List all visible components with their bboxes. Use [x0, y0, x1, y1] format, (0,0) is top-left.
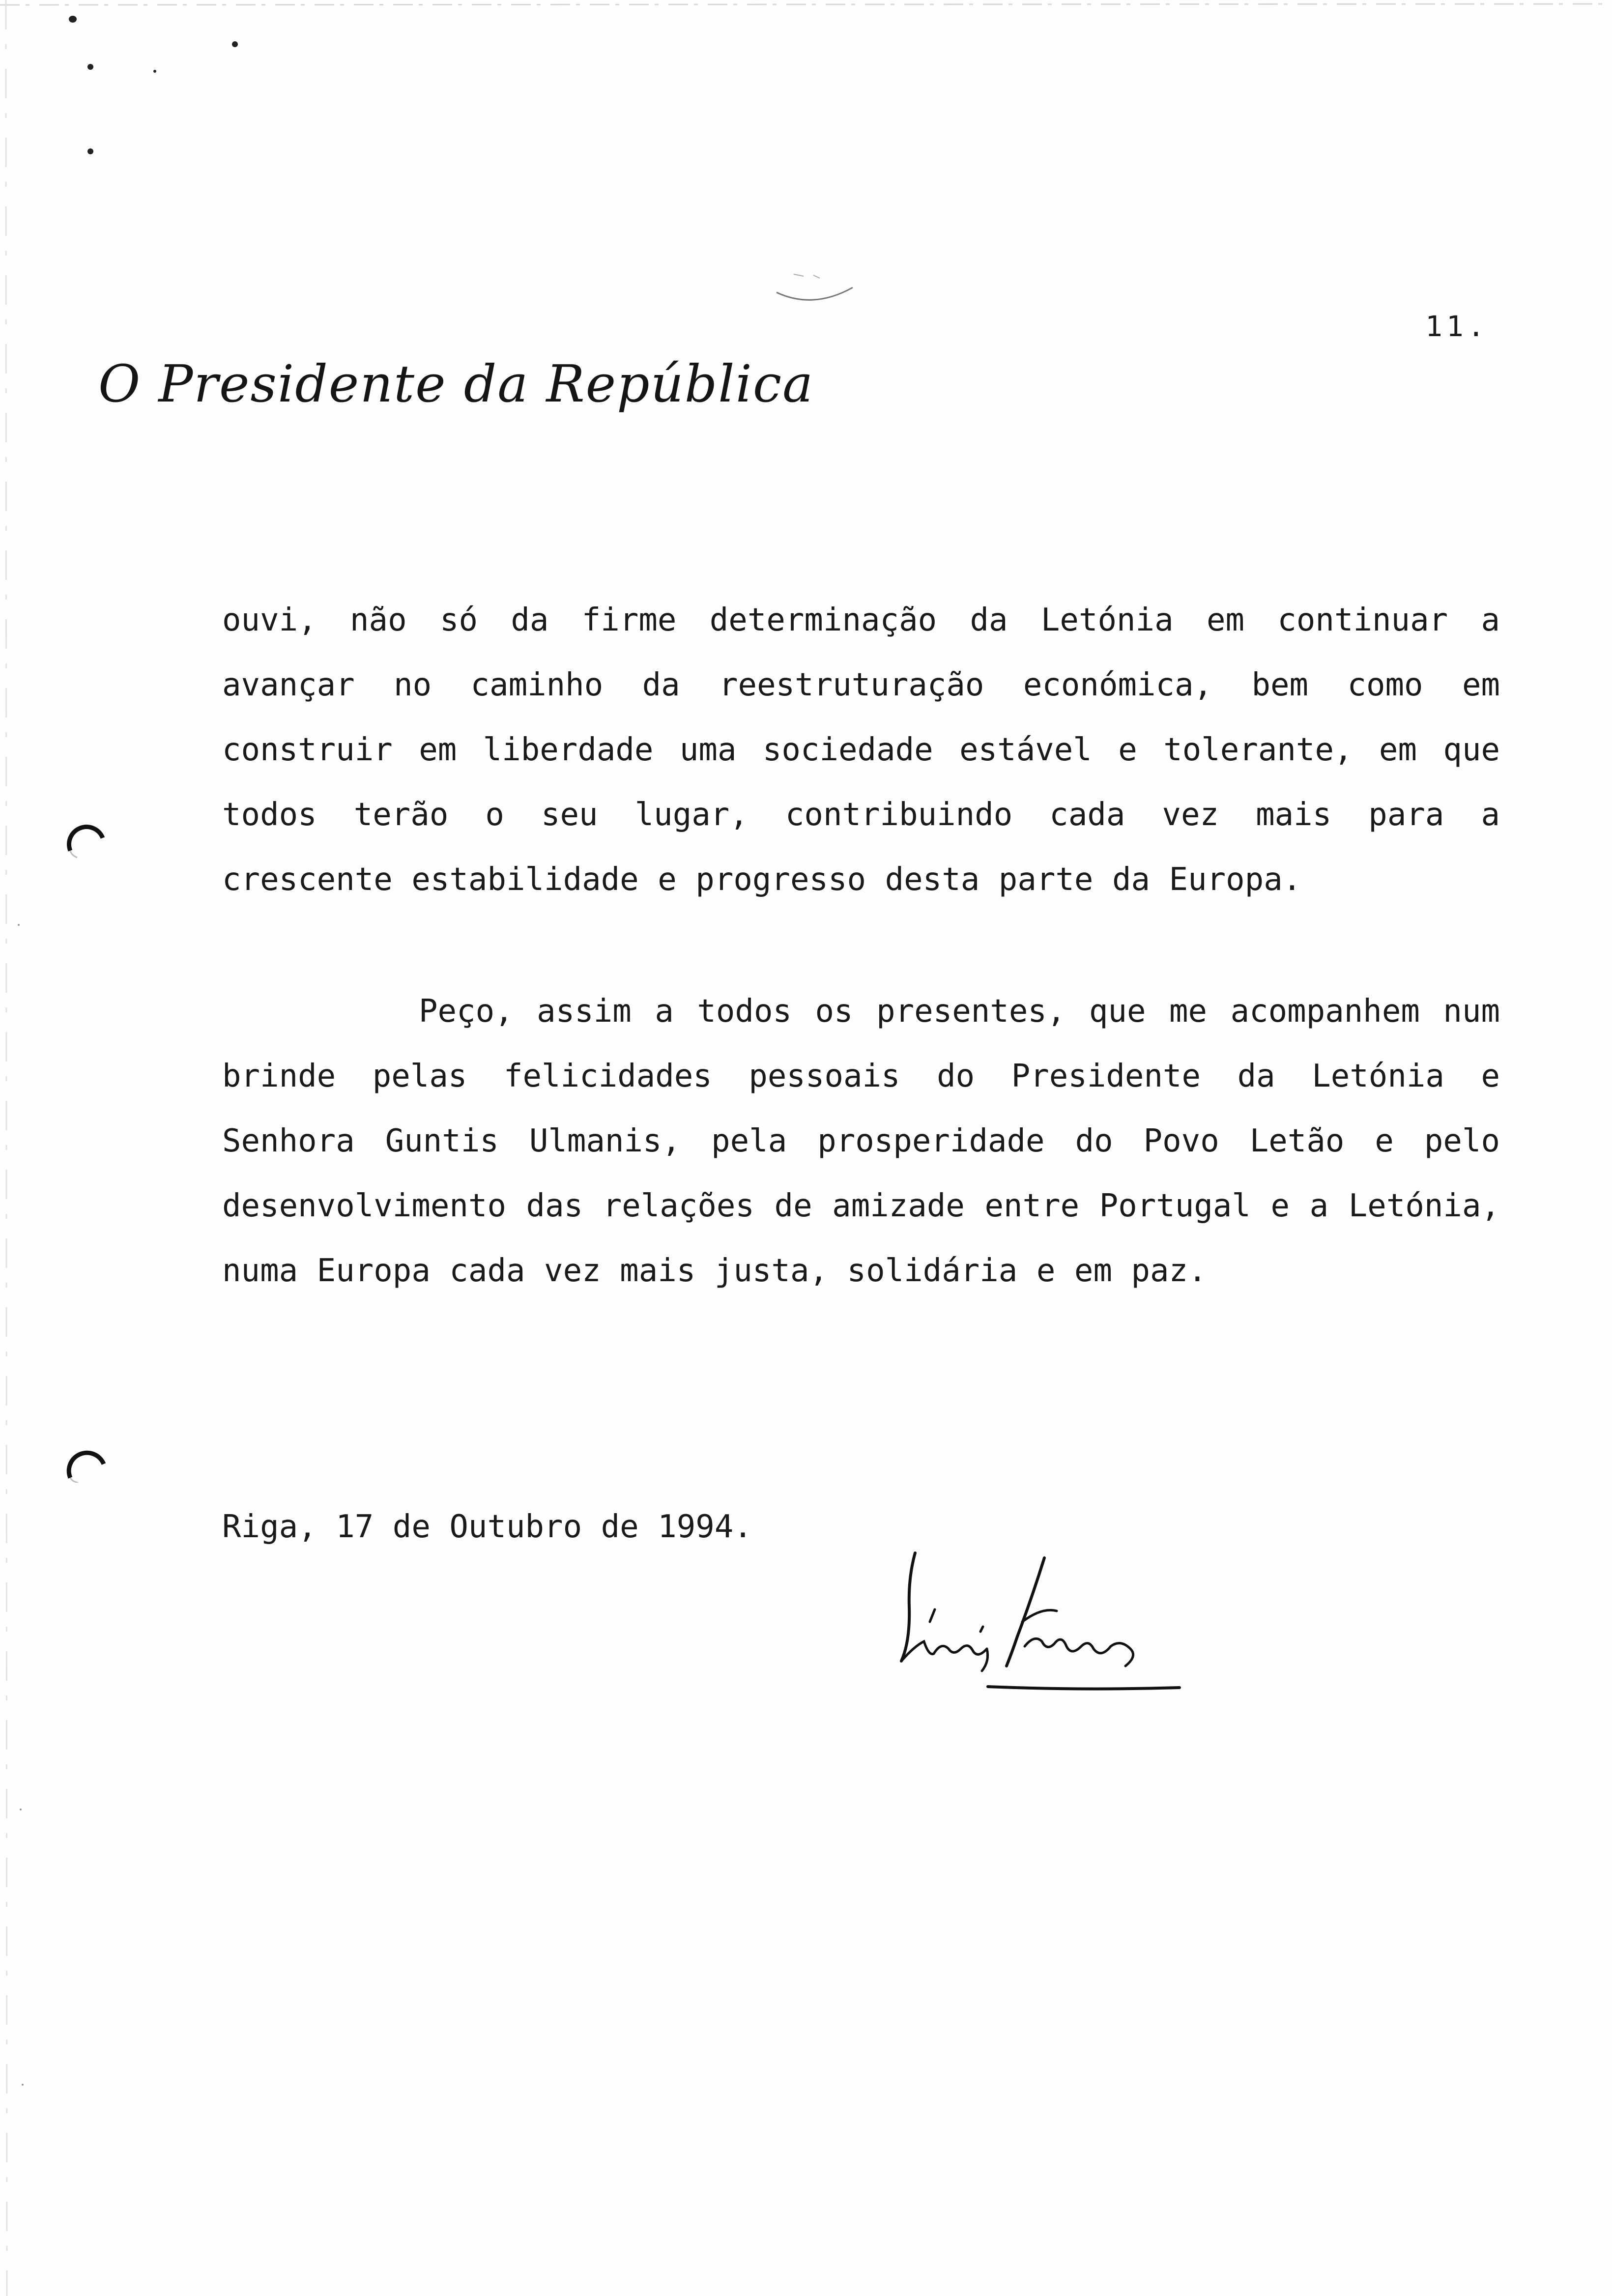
- scan-speck: [18, 924, 20, 926]
- punch-hole: [66, 818, 107, 859]
- body-paragraph: Peço, assim a todos os presentes, que me acompanhem num brinde pelas felicidades pessoais do Presidente da Letónia e Senhora Guntis Ulmanis, pela prosperidade do Povo Letão e pelo desenvolvimento das relações de amizade entre Portugal e a Letónia, numa Europa cada vez mais justa, solidária e em paz.: [222, 993, 1500, 1289]
- page-number: 11.: [1425, 310, 1489, 343]
- scan-speck: [87, 64, 93, 70]
- letterhead: O Presidente da República: [98, 354, 814, 414]
- place-date: Riga, 17 de Outubro de 1994.: [222, 1509, 752, 1545]
- fold-mark: [767, 265, 860, 310]
- scan-speck: [153, 70, 156, 73]
- punch-hole: [66, 1442, 107, 1483]
- scan-speck: [22, 2084, 24, 2086]
- scan-speck: [20, 1808, 22, 1810]
- scan-top-edge: [0, 0, 1612, 20]
- scan-left-edge: [0, 0, 20, 2296]
- body-paragraph: ouvi, não só da firme determinação da Letónia em continuar a avançar no caminho da reestruturação económica, bem como em construir em liberdade uma sociedade estável e tolerante, em que todos terão o seu lugar, contribuindo cada vez mais para a crescente estabilidade e progresso desta parte da Europa.: [222, 602, 1500, 898]
- scan-speck: [87, 148, 93, 154]
- scan-speck: [69, 16, 77, 23]
- signature: [894, 1548, 1184, 1695]
- scan-speck: [232, 41, 238, 47]
